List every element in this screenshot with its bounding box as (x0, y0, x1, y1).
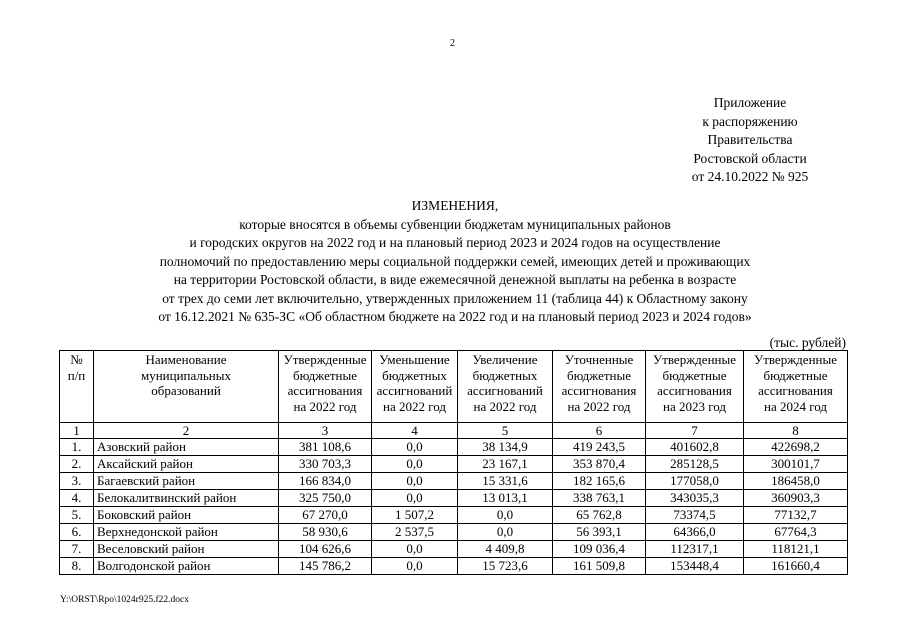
amount-cell: 65 762,8 (553, 507, 646, 524)
row-index: 5. (60, 507, 94, 524)
appendix-line: от 24.10.2022 № 925 (691, 169, 809, 184)
column-number: 3 (279, 423, 372, 439)
municipality-name: Багаевский район (94, 473, 279, 490)
amount-cell: 161 509,8 (553, 558, 646, 575)
column-header-line: Уменьшение (379, 352, 450, 367)
column-header-line: Наименование (145, 352, 227, 367)
column-header-line: ассигнования (561, 383, 637, 398)
table-row (60, 439, 848, 456)
amount-cell: 360903,3 (744, 490, 848, 507)
column-number: 2 (94, 423, 279, 439)
table-row (60, 490, 848, 507)
table-row (60, 524, 848, 541)
column-header-line: Утвержденные (652, 352, 736, 367)
amount-cell: 104 626,6 (279, 541, 372, 558)
column-header-line: ассигнований (376, 383, 453, 398)
column-header (744, 351, 848, 423)
row-index: 3. (60, 473, 94, 490)
document-title: ИЗМЕНЕНИЯ, (411, 198, 499, 213)
amount-cell: 0,0 (372, 456, 458, 473)
column-header-line: на 2023 год (663, 398, 726, 414)
subtitle-line: полномочий по предоставлению меры социальной поддержки семей, имеющих детей и проживающих (159, 253, 751, 269)
column-header-line: Утвержденные (753, 352, 837, 367)
column-header (553, 351, 646, 423)
column-header-line: п/п (67, 367, 86, 383)
column-header-line: на 2022 год (567, 398, 631, 414)
column-header-line: бюджетные (292, 367, 357, 383)
column-header (94, 351, 279, 423)
amount-cell: 67764,3 (744, 524, 848, 541)
row-index: 6. (60, 524, 94, 541)
column-header-line: бюджетных (472, 367, 538, 383)
page-number: 2 (450, 38, 455, 49)
document-heading (40, 197, 870, 327)
amount-cell: 0,0 (458, 507, 553, 524)
table-row (60, 558, 848, 575)
amount-cell: 145 786,2 (279, 558, 372, 575)
amount-cell: 73374,5 (646, 507, 744, 524)
column-header (646, 351, 744, 423)
table-row (60, 541, 848, 558)
column-header-line: ассигнований (467, 383, 543, 398)
amount-cell: 300101,7 (744, 456, 848, 473)
amount-cell: 56 393,1 (553, 524, 646, 541)
column-header (279, 351, 372, 423)
amount-cell: 0,0 (372, 490, 458, 507)
amount-cell: 1 507,2 (372, 507, 458, 524)
amount-cell: 2 537,5 (372, 524, 458, 541)
column-header-line: бюджетные (763, 367, 828, 383)
column-header (458, 351, 553, 423)
column-header-line: Увеличение (472, 352, 538, 367)
amount-cell: 0,0 (372, 558, 458, 575)
column-header-line: на 2024 год (764, 398, 827, 414)
amount-cell: 343035,3 (646, 490, 744, 507)
subtitle-line: на территории Ростовской области, в виде ежемесячной денежной выплаты на ребенка в возрасте (173, 272, 737, 287)
column-header-line: Утвержденные (283, 352, 367, 367)
column-header-line: ассигнования (657, 383, 732, 398)
amount-cell: 0,0 (458, 524, 553, 541)
column-header-line: бюджетные (662, 367, 727, 383)
row-index: 1. (60, 439, 94, 456)
allocation-table (59, 350, 848, 575)
amount-cell: 177058,0 (646, 473, 744, 490)
row-index: 2. (60, 456, 94, 473)
amount-cell: 0,0 (372, 473, 458, 490)
amount-cell: 15 723,6 (458, 558, 553, 575)
amount-cell: 353 870,4 (553, 456, 646, 473)
subtitle-line: от трех до семи лет включительно, утвержденных приложением 11 (таблица 44) к Областному закону (162, 290, 748, 306)
column-header (372, 351, 458, 423)
subtitle-line: и городских округов на 2022 год и на плановый период 2023 и 2024 годов на осуществление (189, 235, 721, 250)
column-header-line: на 2022 год (473, 398, 537, 414)
column-number-row (60, 423, 848, 439)
amount-cell: 58 930,6 (279, 524, 372, 541)
municipality-name: Боковский район (94, 507, 279, 524)
row-index: 8. (60, 558, 94, 575)
amount-cell: 381 108,6 (279, 439, 372, 456)
subtitle-line: которые вносятся в объемы субвенции бюджетам муниципальных районов (239, 216, 671, 232)
amount-cell: 401602,8 (646, 439, 744, 456)
column-number: 5 (458, 423, 553, 439)
row-index: 7. (60, 541, 94, 558)
municipality-name: Белокалитвинский район (94, 490, 279, 507)
column-header-line: бюджетных (382, 367, 447, 383)
table-row (60, 507, 848, 524)
appendix-line: к распоряжению (702, 113, 798, 129)
column-header-line: на 2022 год (293, 398, 357, 414)
appendix-block (660, 94, 840, 187)
table-row (60, 456, 848, 473)
amount-cell: 161660,4 (744, 558, 848, 575)
amount-cell: 67 270,0 (279, 507, 372, 524)
amount-cell: 182 165,6 (553, 473, 646, 490)
amount-cell: 109 036,4 (553, 541, 646, 558)
municipality-name: Веселовский район (94, 541, 279, 558)
amount-cell: 64366,0 (646, 524, 744, 541)
municipality-name: Азовский район (94, 439, 279, 456)
amount-cell: 0,0 (372, 541, 458, 558)
amount-cell: 13 013,1 (458, 490, 553, 507)
appendix-line: Правительства (707, 132, 793, 147)
column-number: 4 (372, 423, 458, 439)
column-header-line: на 2022 год (383, 398, 446, 414)
amount-cell: 112317,1 (646, 541, 744, 558)
column-header-line: Уточненные (564, 352, 634, 367)
amount-cell: 166 834,0 (279, 473, 372, 490)
amount-cell: 4 409,8 (458, 541, 553, 558)
column-header-line: ассигнования (758, 383, 833, 398)
column-number: 8 (744, 423, 848, 439)
column-header (60, 351, 94, 423)
appendix-line: Ростовской области (693, 150, 807, 166)
amount-cell: 330 703,3 (279, 456, 372, 473)
column-number: 1 (60, 423, 94, 439)
appendix-line: Приложение (713, 95, 787, 110)
header-row (60, 351, 848, 423)
amount-cell: 38 134,9 (458, 439, 553, 456)
column-header-line: № (70, 352, 83, 367)
column-number: 6 (553, 423, 646, 439)
table-row (60, 473, 848, 490)
amount-cell: 153448,4 (646, 558, 744, 575)
column-header-line: муниципальных (140, 367, 231, 383)
municipality-name: Волгодонской район (94, 558, 279, 575)
amount-cell: 15 331,6 (458, 473, 553, 490)
column-header-line: ассигнования (287, 383, 363, 398)
amount-cell: 419 243,5 (553, 439, 646, 456)
subtitle-line: от 16.12.2021 № 635-ЗС «Об областном бюджете на 2022 год и на плановый период 2023 и 2024 годов» (158, 309, 752, 324)
amount-cell: 422698,2 (744, 439, 848, 456)
column-number: 7 (646, 423, 744, 439)
municipality-name: Верхнедонской район (94, 524, 279, 541)
row-index: 4. (60, 490, 94, 507)
amount-cell: 325 750,0 (279, 490, 372, 507)
unit-label: (тыс. рублей) (769, 335, 846, 350)
amount-cell: 285128,5 (646, 456, 744, 473)
amount-cell: 338 763,1 (553, 490, 646, 507)
column-header-line: бюджетные (566, 367, 631, 383)
municipality-name: Аксайский район (94, 456, 279, 473)
amount-cell: 23 167,1 (458, 456, 553, 473)
amount-cell: 0,0 (372, 439, 458, 456)
amount-cell: 118121,1 (744, 541, 848, 558)
amount-cell: 77132,7 (744, 507, 848, 524)
file-path: Y:\ORST\Rpo\1024r925.f22.docx (60, 595, 189, 605)
column-header-line: образований (151, 383, 221, 398)
amount-cell: 186458,0 (744, 473, 848, 490)
